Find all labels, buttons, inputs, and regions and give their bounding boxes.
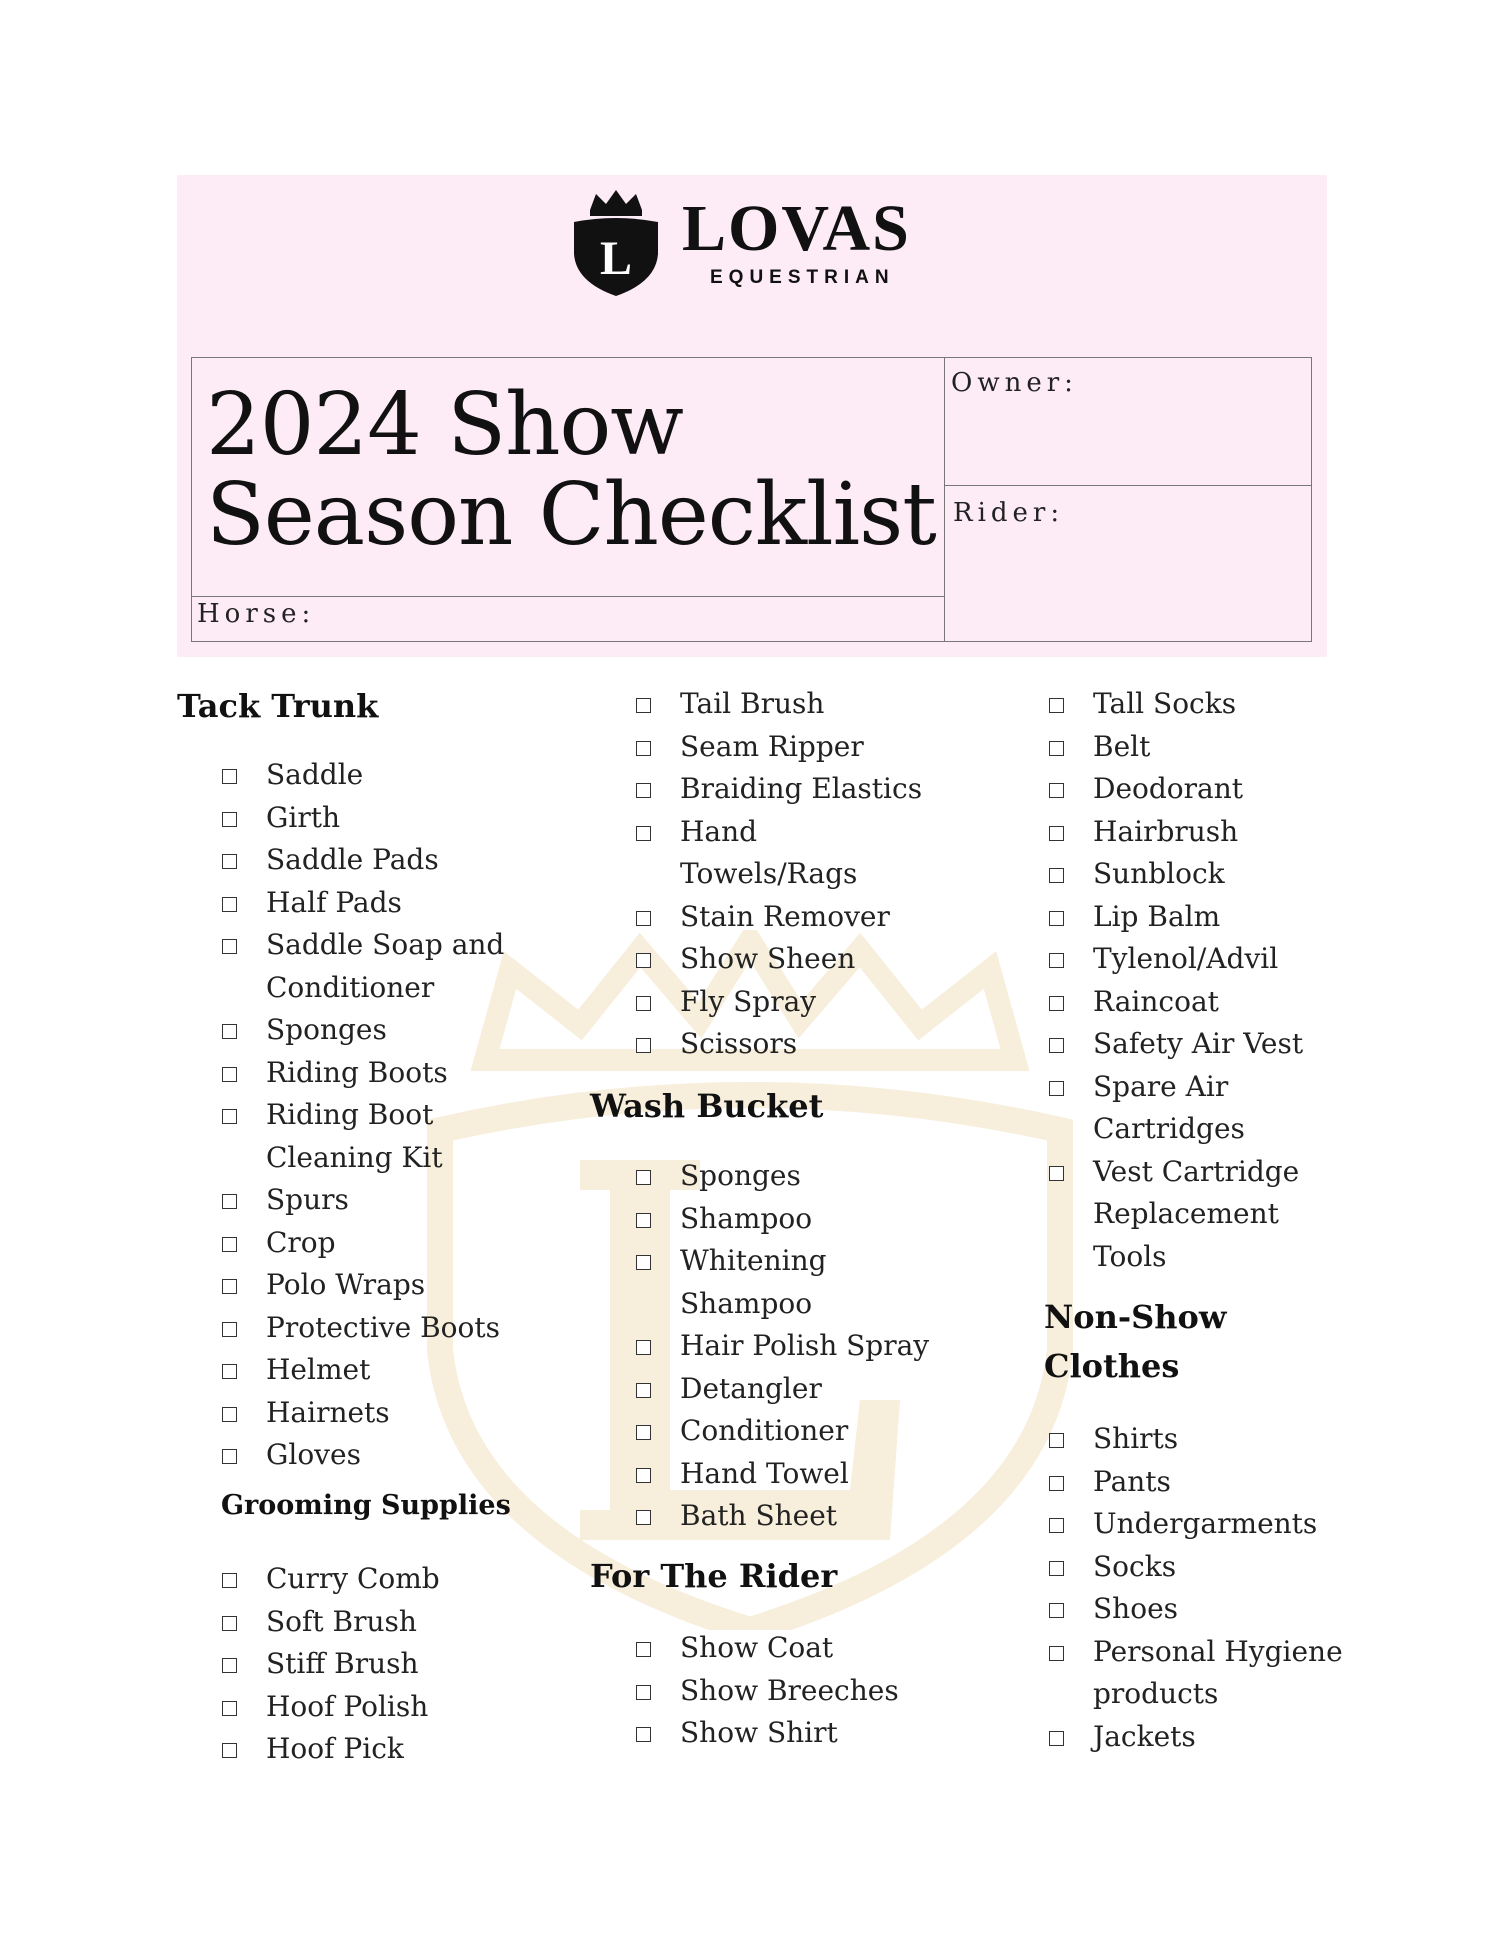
checkbox[interactable] (636, 1685, 651, 1700)
checkbox[interactable] (636, 1425, 651, 1440)
heading-for-the-rider: For The Rider (590, 1557, 838, 1595)
checkbox[interactable] (222, 1658, 237, 1673)
checklist-item-label: Stain Remover (680, 899, 890, 933)
checklist-item-label: Undergarments (1093, 1507, 1318, 1540)
checkbox[interactable] (1049, 1518, 1064, 1533)
checklist-item-label: Shirts (1093, 1422, 1179, 1455)
checklist-item-label: Saddle (266, 758, 364, 791)
checklist-item-label: Gloves (266, 1438, 361, 1471)
checkbox[interactable] (1049, 783, 1064, 798)
checkbox[interactable] (222, 1616, 237, 1631)
checkbox[interactable] (636, 698, 651, 713)
checklist-item-label: Fly Spray (680, 984, 817, 1018)
checkbox[interactable] (636, 953, 651, 968)
checklist-item-label: Saddle Soap and (266, 928, 505, 961)
checklist-item-label: Hand (680, 814, 758, 848)
checkbox[interactable] (222, 854, 237, 869)
checklist-item-label: Hairbrush (1093, 814, 1239, 848)
checkbox[interactable] (222, 1449, 237, 1464)
checkbox[interactable] (1049, 826, 1064, 841)
checkbox[interactable] (1049, 1166, 1064, 1181)
checkbox[interactable] (222, 1743, 237, 1758)
checklist-item-label: Sponges (680, 1159, 801, 1192)
checkbox[interactable] (636, 1213, 651, 1228)
checkbox[interactable] (1049, 1561, 1064, 1576)
checklist-item-label: Polo Wraps (266, 1268, 426, 1301)
checklist-item-label: Pants (1093, 1464, 1171, 1498)
owner-label: Owner: (951, 368, 1078, 398)
checklist-item-label: Lip Balm (1093, 899, 1221, 933)
checkbox[interactable] (222, 897, 237, 912)
checkbox[interactable] (636, 1642, 651, 1657)
title-line-2: Season Checklist (206, 465, 936, 565)
checklist-item-label: Raincoat (1093, 984, 1219, 1018)
checklist-item-label: Riding Boot (266, 1098, 434, 1131)
info-form (191, 357, 1312, 642)
checkbox[interactable] (222, 1407, 237, 1422)
checkbox[interactable] (636, 996, 651, 1011)
checklist-item-label: Cleaning Kit (266, 1140, 443, 1174)
rider-label: Rider: (953, 498, 1065, 528)
checkbox[interactable] (1049, 911, 1064, 926)
heading-wash-bucket: Wash Bucket (590, 1087, 824, 1125)
heading-grooming-supplies: Grooming Supplies (221, 1490, 511, 1521)
checkbox[interactable] (1049, 698, 1064, 713)
checklist-item-label: Shoes (1093, 1592, 1179, 1625)
checklist-item-label: Sponges (266, 1013, 387, 1046)
checklist-item-label: Girth (266, 800, 340, 834)
horse-field[interactable] (192, 597, 945, 641)
checklist-item-label: Conditioner (266, 970, 435, 1004)
checklist-item-label: Show Sheen (680, 942, 856, 975)
checklist-item-label: Detangler (680, 1371, 822, 1405)
checkbox[interactable] (222, 1573, 237, 1588)
checklist-item-label: Helmet (266, 1353, 371, 1386)
checkbox[interactable] (1049, 1433, 1064, 1448)
checklist-item-label: Crop (266, 1225, 336, 1259)
checkbox[interactable] (222, 812, 237, 827)
checklist-item-label: Belt (1093, 729, 1151, 763)
checklist-item-label: Soft Brush (266, 1604, 417, 1638)
checklist-item-label: Seam Ripper (680, 729, 864, 763)
checklist-item-label: Conditioner (680, 1414, 849, 1447)
owner-field[interactable] (945, 358, 1311, 486)
heading-non-show-clothes (1044, 1293, 1226, 1391)
checkbox[interactable] (636, 1510, 651, 1525)
checkbox[interactable] (1049, 1731, 1064, 1746)
checkbox[interactable] (222, 1279, 237, 1294)
rider-field[interactable] (945, 486, 1311, 641)
checkbox[interactable] (636, 783, 651, 798)
checklist-item-label: Shampoo (680, 1286, 813, 1320)
checklist-item-label: products (1093, 1677, 1219, 1710)
checkbox[interactable] (636, 1383, 651, 1398)
checklist-item-label: Show Breeches (680, 1673, 899, 1707)
checklist-item-label: Scissors (680, 1027, 798, 1060)
checkbox[interactable] (1049, 1476, 1064, 1491)
checklist-item-label: Spurs (266, 1183, 349, 1216)
heading-tack-trunk: Tack Trunk (177, 687, 379, 725)
checklist-item-label: Tall Socks (1093, 687, 1237, 720)
checkbox[interactable] (222, 1364, 237, 1379)
title-line-1: 2024 Show (206, 375, 683, 475)
heading-non-show-line-2: Clothes (1044, 1347, 1180, 1385)
checklist-item-label: Hair Polish Spray (680, 1329, 930, 1362)
crest-letter: L (599, 232, 633, 285)
checkbox[interactable] (636, 1727, 651, 1742)
checklist-item-label: Hoof Pick (266, 1732, 404, 1765)
horse-label: Horse: (197, 599, 316, 629)
checkbox[interactable] (1049, 996, 1064, 1011)
page-title (206, 375, 946, 565)
checklist-item-label: Whitening (680, 1244, 827, 1277)
brand-subtitle: EQUESTRIAN (710, 267, 895, 288)
checklist-item-label: Bath Sheet (680, 1499, 838, 1532)
checkbox[interactable] (222, 939, 237, 954)
crest-icon (570, 188, 670, 298)
checklist-item-label: Show Shirt (680, 1716, 838, 1749)
checklist-item-label: Personal Hygiene (1093, 1634, 1343, 1668)
checkbox[interactable] (222, 1194, 237, 1209)
checklist-item-label: Stiff Brush (266, 1647, 419, 1680)
checklist-item-label: Shampoo (680, 1201, 813, 1235)
checkbox[interactable] (636, 826, 651, 841)
checkbox[interactable] (636, 911, 651, 926)
checkbox[interactable] (222, 1237, 237, 1252)
checkbox[interactable] (1049, 1646, 1064, 1661)
checkbox[interactable] (1049, 1081, 1064, 1096)
checklist-item-label: Braiding Elastics (680, 772, 923, 805)
checklist-item-label: Safety Air Vest (1093, 1027, 1304, 1060)
checklist-item-label: Towels/Rags (680, 857, 858, 890)
brand-name: LOVAS (682, 192, 911, 265)
checkbox[interactable] (222, 1024, 237, 1039)
checklist-item-label: Replacement (1093, 1197, 1279, 1230)
brand-logo (570, 188, 950, 298)
checkbox[interactable] (222, 1322, 237, 1337)
heading-non-show-line-1: Non-Show (1044, 1298, 1227, 1336)
checklist-item-label: Show Coat (680, 1631, 834, 1664)
checkbox[interactable] (1049, 868, 1064, 883)
checkbox[interactable] (636, 1255, 651, 1270)
checklist-item-label: Hairnets (266, 1395, 390, 1429)
checkbox[interactable] (222, 1067, 237, 1082)
checkbox[interactable] (1049, 953, 1064, 968)
checkbox[interactable] (222, 1701, 237, 1716)
checklist-item-label: Jackets (1093, 1719, 1196, 1753)
checkbox[interactable] (636, 1170, 651, 1185)
checkbox[interactable] (1049, 1038, 1064, 1053)
checklist-item-label: Tools (1093, 1239, 1167, 1273)
checklist-item-label: Vest Cartridge (1093, 1154, 1300, 1188)
checklist-item-label: Half Pads (266, 885, 402, 919)
checklist-item-label: Cartridges (1093, 1112, 1245, 1145)
checkbox[interactable] (636, 1340, 651, 1355)
checklist-item-label: Sunblock (1093, 857, 1225, 890)
checklist-item-label: Socks (1093, 1549, 1177, 1583)
checkbox[interactable] (1049, 741, 1064, 756)
checkbox[interactable] (636, 1038, 651, 1053)
checklist-item-label: Saddle Pads (266, 843, 439, 876)
title-cell (192, 358, 945, 597)
checklist-item-label: Curry Comb (266, 1562, 440, 1595)
checklist-item-label: Spare Air (1093, 1069, 1229, 1103)
checklist-item-label: Riding Boots (266, 1055, 448, 1089)
checkbox[interactable] (1049, 1603, 1064, 1618)
checkbox[interactable] (636, 1468, 651, 1483)
checklist-item-label: Hoof Polish (266, 1689, 429, 1723)
checklist-item-label: Tail Brush (680, 687, 825, 720)
checklist-item-label: Tylenol/Advil (1093, 942, 1279, 975)
checklist-item-label: Deodorant (1093, 772, 1244, 805)
checkbox[interactable] (636, 741, 651, 756)
checklist-item-label: Protective Boots (266, 1310, 500, 1344)
checkbox[interactable] (222, 1109, 237, 1124)
checklist-item-label: Hand Towel (680, 1456, 849, 1490)
checkbox[interactable] (222, 769, 237, 784)
